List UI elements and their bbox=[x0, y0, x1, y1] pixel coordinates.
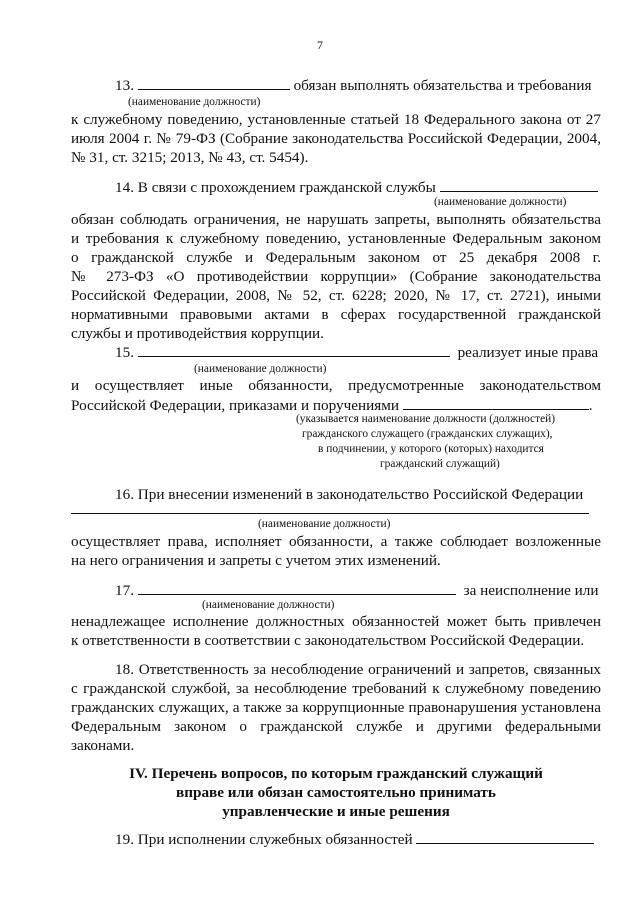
p18-line2: с гражданской службой, за несоблюдение требований к служебному поведению bbox=[71, 680, 601, 697]
p16-caption: (наименование должности) bbox=[258, 518, 391, 530]
p17-number: 17. bbox=[115, 582, 134, 599]
p14-line6: Российской Федерации, 2008, № 52, ст. 6228; 2020, № 17, ст. 2721), иными bbox=[71, 287, 601, 304]
p14-line1 bbox=[71, 177, 601, 197]
p18-line4: Федеральным законом о гражданской службе и другими федеральными bbox=[71, 718, 601, 735]
p16-line3: на него ограничения и запреты с учетом этих изменений. bbox=[71, 552, 441, 569]
p16-line2: осуществляет права, исполняет обязанности, а также соблюдает возложенные bbox=[71, 533, 601, 550]
section-iv-heading-line3: управленческие и иные решения bbox=[222, 803, 450, 820]
p14-line8: службы и противодействия коррупции. bbox=[71, 325, 324, 342]
p15-caption: (наименование должности) bbox=[194, 363, 327, 375]
p15-blank2[interactable] bbox=[403, 395, 589, 410]
p19-line1 bbox=[71, 829, 601, 849]
p17-text1: за неисполнение или bbox=[463, 582, 599, 599]
p13-line1 bbox=[71, 75, 601, 95]
p15-note1: (указывается наименование должности (должностей) bbox=[296, 413, 556, 425]
p18-line1: 18. Ответственность за несоблюдение ограничений и запретов, связанных bbox=[115, 661, 601, 678]
p13-caption: (наименование должности) bbox=[128, 96, 261, 108]
section-iv-heading-line1: IV. Перечень вопросов, по которым гражданский служащий bbox=[129, 765, 543, 782]
p13-line2: к служебному поведению, установленные статьей 18 Федерального закона от 27 bbox=[71, 111, 601, 128]
p14-line2: обязан соблюдать ограничения, не нарушать запреты, выполнять обязательства bbox=[71, 211, 601, 228]
p14-line7: нормативными правовыми актами в сферах государственной гражданской bbox=[71, 306, 601, 323]
p13-number: 13. bbox=[115, 77, 134, 94]
p15-note2: гражданского служащего (гражданских служащих), bbox=[302, 428, 553, 440]
p15-text1: реализует иные права bbox=[457, 344, 599, 361]
p15-line3-end: . bbox=[588, 397, 593, 414]
p18-line5: законами. bbox=[71, 737, 135, 754]
p19-blank[interactable] bbox=[416, 829, 594, 844]
p15-line3-text: Российской Федерации, приказами и поручениями bbox=[71, 397, 399, 414]
p14-caption: (наименование должности) bbox=[434, 196, 567, 208]
p16-line1: 16. При внесении изменений в законодательство Российской Федерации bbox=[115, 486, 584, 503]
p18-line3: гражданских служащих, а также за коррупционные правонарушения установлена bbox=[71, 699, 601, 716]
page-number: 7 bbox=[317, 38, 323, 52]
p15-line1 bbox=[71, 342, 601, 362]
p13-blank[interactable] bbox=[138, 75, 290, 90]
p14-line1-text: 14. В связи с прохождением гражданской службы bbox=[115, 179, 436, 196]
p13-text1: обязан выполнять обязательства и требования bbox=[293, 77, 592, 94]
p17-blank[interactable] bbox=[138, 580, 456, 595]
p15-blank[interactable] bbox=[138, 342, 450, 357]
p14-line4: о гражданской службе и Федеральным законом от 25 декабря 2008 г. bbox=[71, 249, 601, 266]
p15-number: 15. bbox=[115, 344, 134, 361]
p17-line1 bbox=[71, 580, 601, 600]
p15-line2: и осуществляет иные обязанности, предусмотренные законодательством bbox=[71, 377, 601, 394]
p17-caption: (наименование должности) bbox=[202, 599, 335, 611]
p13-line4: № 31, ст. 3215; 2013, № 43, ст. 5454). bbox=[71, 149, 309, 166]
p14-blank[interactable] bbox=[440, 177, 598, 192]
p19-line1-text: 19. При исполнении служебных обязанностей bbox=[115, 831, 413, 848]
p14-line3: и требования к служебному поведению, установленные Федеральным законом bbox=[71, 230, 601, 247]
p13-line3: июля 2004 г. № 79-ФЗ (Собрание законодательства Российской Федерации, 2004, bbox=[71, 130, 601, 147]
p15-note4: гражданский служащий) bbox=[380, 458, 500, 470]
section-iv-heading-line2: вправе или обязан самостоятельно принимать bbox=[176, 784, 496, 801]
p17-line2: ненадлежащее исполнение должностных обязанностей может быть привлечен bbox=[71, 613, 601, 630]
p14-line5: № 273-ФЗ «О противодействии коррупции» (Собрание законодательства bbox=[71, 268, 601, 285]
p17-line3: к ответственности в соответствии с законодательством Российской Федерации. bbox=[71, 632, 585, 649]
p15-note3: в подчинении, у которого (которых) находится bbox=[318, 443, 544, 455]
p16-blank[interactable] bbox=[71, 513, 589, 514]
